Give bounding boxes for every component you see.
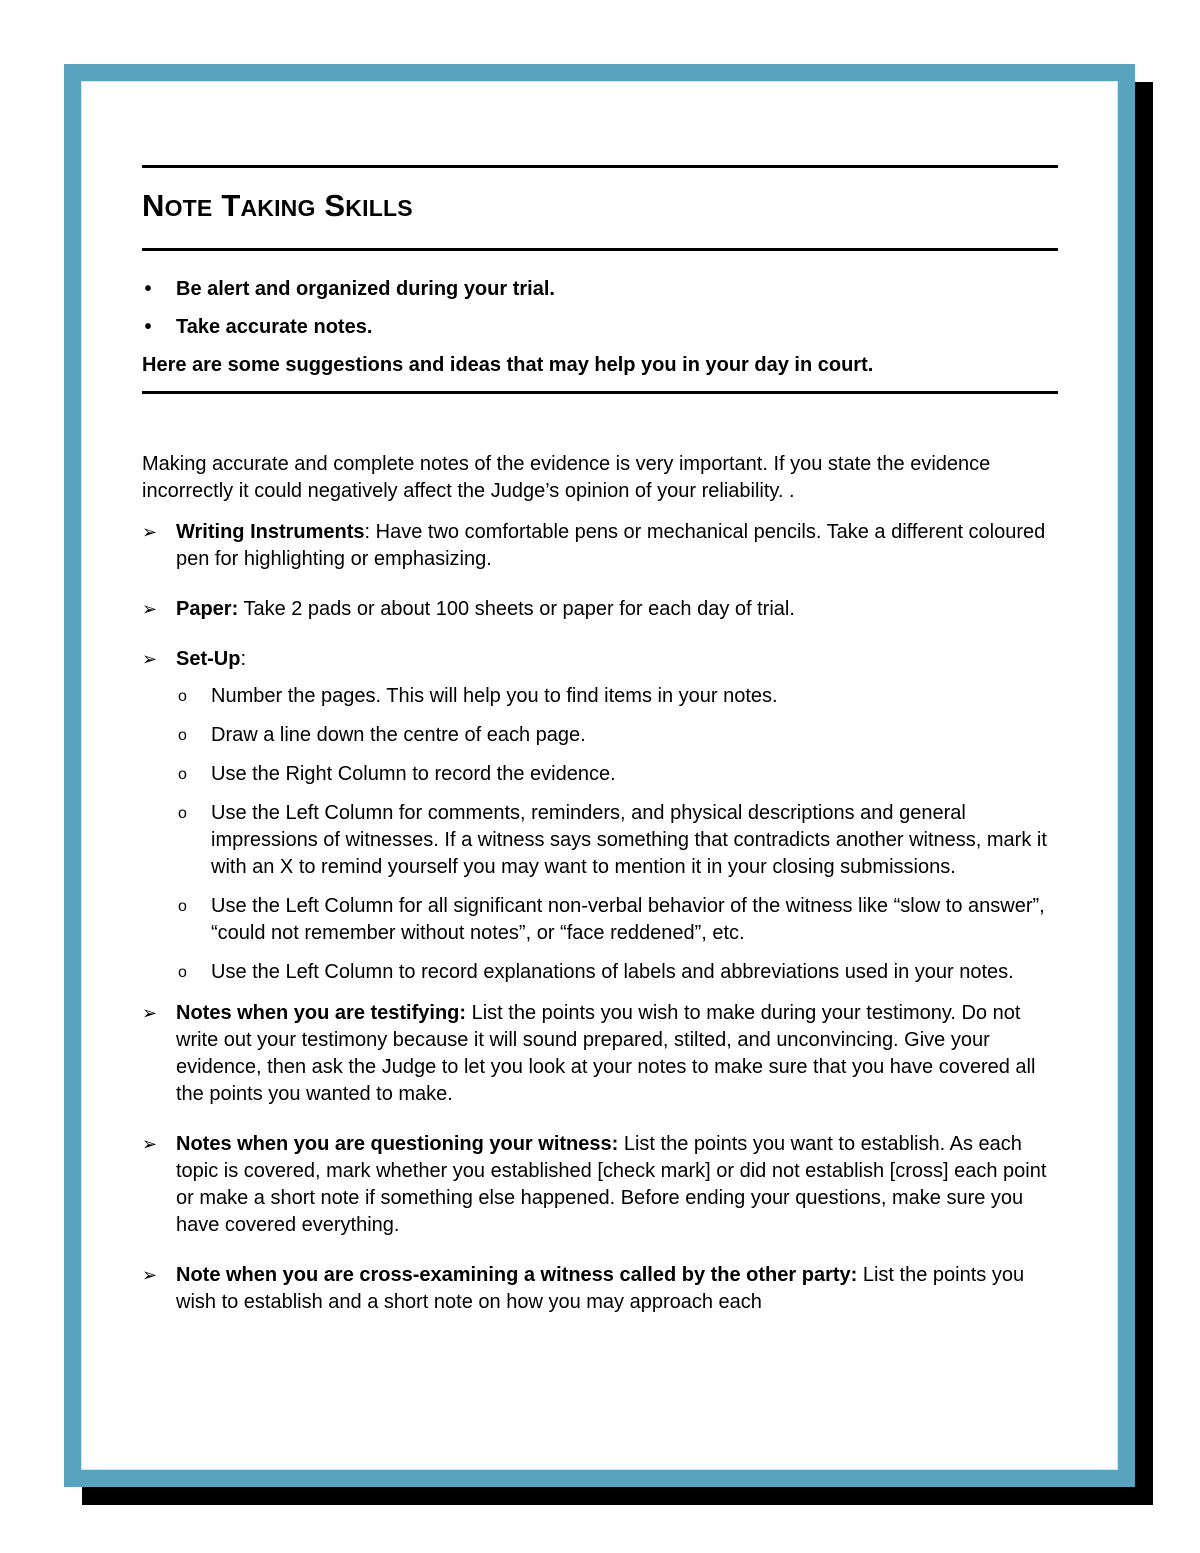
title-initial: T [221, 188, 241, 223]
subitem [176, 683, 1058, 710]
list-item-text: Be alert and organized during your trial. [176, 278, 555, 300]
subitem [176, 722, 1058, 749]
subitem [176, 893, 1058, 947]
tip-item-set-up [142, 646, 1058, 986]
tip-item-paper [142, 596, 1058, 623]
arrow-icon: ➢ [142, 1003, 158, 1023]
tip-label: Notes when you are testifying: [176, 1002, 467, 1024]
tip-label: Notes when you are questioning your witness: [176, 1133, 619, 1155]
subitem-text: Use the Left Column for all significant non-verbal behavior of the witness like “slow to answer”, “could not remember without notes”, or “face reddened”, etc. [211, 895, 1045, 944]
key-points-list [142, 277, 1058, 339]
subitem [176, 761, 1058, 788]
subitem-text: Draw a line down the centre of each page. [211, 724, 586, 746]
arrow-icon: ➢ [142, 1134, 158, 1154]
tip-text: List the points you want to establish. As each topic is covered, mark whether you established [check mark] or did not establish [cross] each point or make a short note if something else happened. Before ending your questions, make sure you have covered everything. [176, 1133, 1047, 1236]
arrow-icon: ➢ [142, 522, 158, 542]
circle-bullet-icon: o [178, 805, 187, 822]
list-item [142, 277, 1058, 301]
page-title [142, 188, 1058, 226]
bullet-icon: • [144, 316, 152, 338]
circle-bullet-icon: o [178, 688, 187, 705]
tips-list [142, 519, 1058, 1316]
section-rule [142, 391, 1058, 394]
arrow-icon: ➢ [142, 599, 158, 619]
tip-text: List the points you wish to establish and a short note on how you may approach each [176, 1264, 1025, 1313]
bullet-icon: • [144, 278, 152, 300]
tip-text: Take 2 pads or about 100 sheets or paper for each day of trial. [238, 598, 795, 620]
subitem [176, 800, 1058, 881]
title-smallcaps: KILLS [345, 195, 413, 221]
title-initial: S [324, 188, 346, 223]
subitem-text: Number the pages. This will help you to find items in your notes. [211, 685, 778, 707]
subitem [176, 959, 1058, 986]
tip-label: Note when you are cross-examining a witness called by the other party: [176, 1264, 858, 1286]
title-rule [142, 248, 1058, 251]
tip-item-testifying [142, 1000, 1058, 1108]
circle-bullet-icon: o [178, 727, 187, 744]
setup-subitems-list [176, 683, 1058, 986]
tip-separator: : [364, 521, 371, 543]
list-item-text: Take accurate notes. [176, 316, 373, 338]
tip-label: Writing Instruments [176, 521, 365, 543]
tip-separator: : [240, 648, 247, 670]
tip-label: Set-Up [176, 648, 241, 670]
tip-text: Have two comfortable pens or mechanical pencils. Take a different coloured pen for highlighting or emphasizing. [176, 521, 1046, 570]
arrow-icon: ➢ [142, 649, 158, 669]
tip-item-writing-instruments [142, 519, 1058, 573]
intro-paragraph: Making accurate and complete notes of the evidence is very important. If you state the evidence incorrectly it could negatively affect the Judge’s opinion of your reliability. . [142, 453, 991, 502]
circle-bullet-icon: o [178, 766, 187, 783]
tip-text: List the points you wish to make during your testimony. Do not write out your testimony because it will sound prepared, stilted, and unconvincing. Give your evidence, then ask the Judge to let you look at your notes to make sure that you have covered all the points you wanted to make. [176, 1002, 1036, 1105]
top-rule [142, 165, 1058, 168]
arrow-icon: ➢ [142, 1265, 158, 1285]
title-smallcaps: OTE [164, 195, 213, 221]
tip-item-questioning [142, 1131, 1058, 1239]
subitem-text: Use the Left Column to record explanations of labels and abbreviations used in your notes. [211, 961, 1014, 983]
tip-label: Paper: [176, 598, 239, 620]
subitem-text: Use the Left Column for comments, reminders, and physical descriptions and general impressions of witnesses. If a witness says something that contradicts another witness, mark it with an X to remind yourself you may want to mention it in your closing submissions. [211, 802, 1047, 878]
tip-item-cross-examining [142, 1262, 1058, 1316]
circle-bullet-icon: o [178, 964, 187, 981]
title-initial: N [142, 188, 165, 223]
list-item [142, 315, 1058, 339]
subitem-text: Use the Right Column to record the evidence. [211, 763, 616, 785]
circle-bullet-icon: o [178, 898, 187, 915]
title-smallcaps: AKING [240, 195, 316, 221]
document-content [142, 165, 1058, 1339]
intro-statement: Here are some suggestions and ideas that may help you in your day in court. [142, 354, 874, 376]
